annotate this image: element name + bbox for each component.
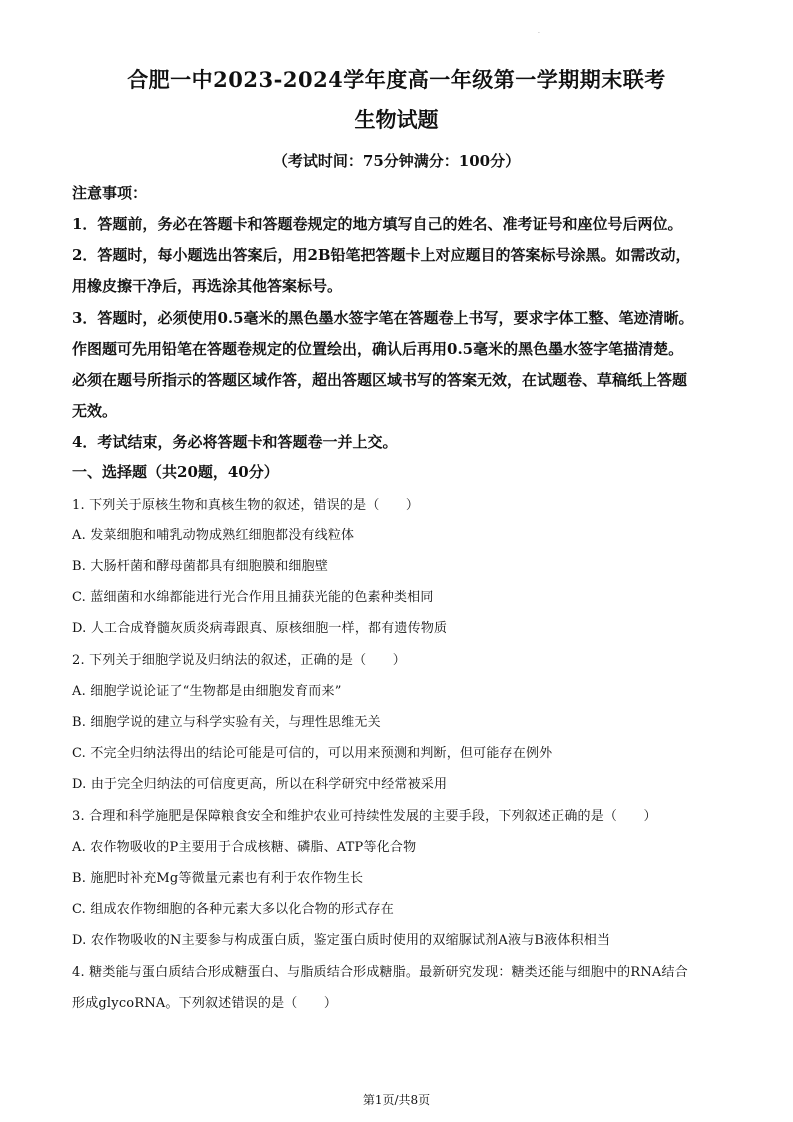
question-2-option-a: A. 细胞学说论证了“生物都是由细胞发育而来” (72, 684, 342, 699)
notice-line: 1．答题前，务必在答题卡和答题卷规定的地方填写自己的姓名、准考证号和座位号后两位。 (72, 215, 683, 233)
question-4-stem: 4. 糖类能与蛋白质结合形成糖蛋白、与脂质结合形成糖脂。最新研究发现：糖类还能与细胞中的RNA结合 (72, 965, 688, 980)
question-2-option-d: D. 由于完全归纳法的可信度更高，所以在科学研究中经常被采用 (72, 777, 448, 792)
question-1-option-c: C. 蓝细菌和水绵都能进行光合作用且捕获光能的色素种类相同 (72, 590, 434, 605)
question-1-stem: 1. 下列关于原核生物和真核生物的叙述，错误的是（ ） (72, 498, 420, 513)
scan-speck: · (538, 30, 540, 37)
notice-line: 必须在题号所指示的答题区域作答，超出答题区域书写的答案无效，在试题卷、草稿纸上答题 (72, 371, 688, 389)
exam-title: 合肥一中2023-2024学年度高一年级第一学期期末联考 (127, 67, 666, 92)
question-1-option-d: D. 人工合成脊髓灰质炎病毒跟真、原核细胞一样，都有遗传物质 (72, 621, 448, 636)
notice-line: 2．答题时，每小题选出答案后，用2B铅笔把答题卡上对应题目的答案标号涂黑。如需改动， (72, 246, 691, 264)
question-3-stem: 3. 合理和科学施肥是保障粮食安全和维护农业可持续性发展的主要手段，下列叙述正确的是（ ） (72, 809, 657, 824)
question-2-stem: 2. 下列关于细胞学说及归纳法的叙述，正确的是（ ） (72, 653, 406, 668)
notice-line: 无效。 (72, 402, 118, 420)
notice-heading: 注意事项： (72, 184, 148, 202)
section-heading: 一、选择题（共20题，40分） (72, 463, 279, 481)
notice-line: 用橡皮擦干净后，再选涂其他答案标号。 (72, 277, 343, 295)
question-3-option-b: B. 施肥时补充Mg等微量元素也有利于农作物生长 (72, 871, 364, 886)
question-1-option-a: A. 发菜细胞和哺乳动物成熟红细胞都没有线粒体 (72, 528, 355, 543)
notice-line: 4．考试结束，务必将答题卡和答题卷一并上交。 (72, 433, 398, 451)
question-3-option-d: D. 农作物吸收的N主要参与构成蛋白质，鉴定蛋白质时使用的双缩脲试剂A液与B液体积相当 (72, 933, 611, 948)
notice-line: 作图题可先用铅笔在答题卷规定的位置绘出，确认后再用0.5毫米的黑色墨水签字笔描清楚。 (72, 340, 684, 358)
subject-title: 生物试题 (354, 107, 439, 132)
page-number: 第1页/共8页 (362, 1093, 431, 1107)
question-1-option-b: B. 大肠杆菌和酵母菌都具有细胞膜和细胞壁 (72, 559, 329, 574)
exam-info: （考试时间：75分钟满分：100分） (272, 152, 521, 170)
question-2-option-c: C. 不完全归纳法得出的结论可能是可信的，可以用来预测和判断，但可能存在例外 (72, 746, 553, 761)
notice-line: 3．答题时，必须使用0.5毫米的黑色墨水签字笔在答题卷上书写，要求字体工整、笔迹清晰。 (72, 309, 694, 327)
question-3-option-a: A. 农作物吸收的P主要用于合成核糖、磷脂、ATP等化合物 (72, 840, 417, 855)
question-3-option-c: C. 组成农作物细胞的各种元素大多以化合物的形式存在 (72, 902, 394, 917)
question-4-stem-continued: 形成glycoRNA。下列叙述错误的是（ ） (72, 996, 338, 1011)
question-2-option-b: B. 细胞学说的建立与科学实验有关，与理性思维无关 (72, 715, 381, 730)
